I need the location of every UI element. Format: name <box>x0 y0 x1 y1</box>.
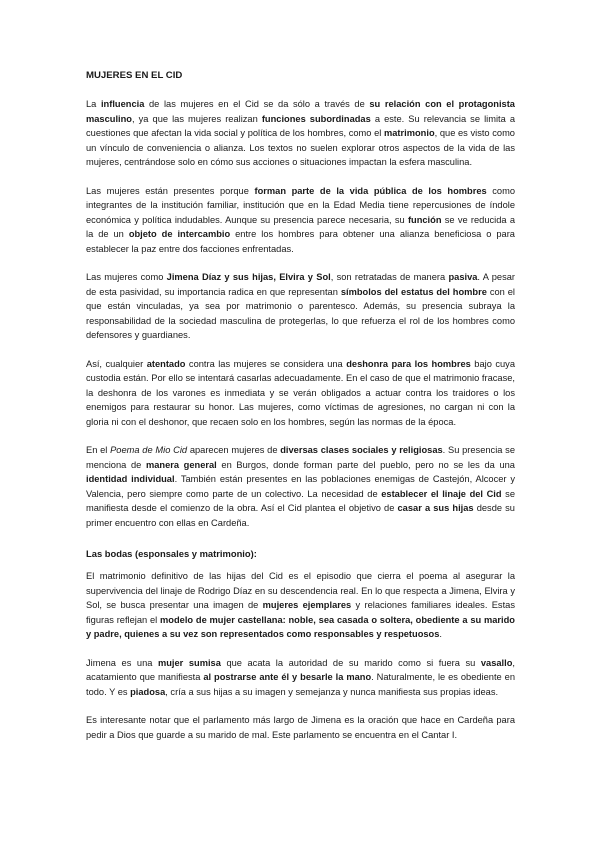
p7-run: que acata la autoridad de su marido como si fuera su <box>220 657 481 668</box>
p4-run: contra las mujeres se considera una <box>185 358 347 369</box>
paragraph-7 <box>86 656 515 700</box>
p7-run: Jimena es una <box>86 657 158 668</box>
section-subtitle: Las bodas (esponsales y matrimonio): <box>86 548 257 559</box>
p5-run: En el <box>86 445 111 455</box>
p1-run: a este. Su relevancia se limita a cuestiones que afectan la vida social y política de los hombres, como el <box>86 113 516 138</box>
p3-run: . A pesar de esta pasividad, su importancia radica en que representan <box>86 272 516 297</box>
p4-run: atentado <box>146 358 186 369</box>
p6-run: modelo de mujer castellana: noble, sea casada o soltera, obediente a su marido y padre, quienes a su vez son representados como responsables y respetuosos <box>86 614 515 639</box>
p7-run: vasallo <box>480 657 513 668</box>
paragraph-4 <box>86 357 515 430</box>
p6-run: El matrimonio definitivo de las hijas del Cid es el episodio que cierra el poema al asegurar la supervivencia del linaje de Rodrigo Díaz en su descendencia real. En lo que respecta a Jimena, Elvira y Sol, se busca presentar una imagen de <box>86 571 515 610</box>
p3-run: pasiva <box>448 272 478 282</box>
p2-run: objeto de intercambio <box>128 229 231 239</box>
document-title: MUJERES EN EL CID <box>86 70 183 81</box>
p6-run: y relaciones familiares ideales. Estas figuras reflejan el <box>86 600 515 625</box>
paragraph-6 <box>86 569 515 642</box>
p5-run: Poema de Mio Cid <box>110 445 188 455</box>
p2-run: Las mujeres están presentes porque <box>86 185 255 196</box>
p5-run: aparecen mujeres de <box>187 445 281 455</box>
p4-run: deshonra para los hombres <box>346 358 471 369</box>
p6-run: mujeres ejemplares <box>262 600 352 610</box>
paragraph-3 <box>86 270 515 343</box>
p3-run: Jimena Díaz y sus hijas, Elvira y Sol <box>166 272 331 282</box>
p3-run: Las mujeres como <box>86 272 167 282</box>
p1-run: La <box>86 99 101 109</box>
p5-run: diversas clases sociales y religiosas <box>280 445 443 455</box>
p6-run: . <box>439 629 443 639</box>
p7-run: , acatamiento que manifiesta <box>86 657 515 682</box>
paragraph-8 <box>86 713 515 742</box>
p5-run: . Su presencia se menciona de <box>86 445 515 470</box>
p3-run: , son retratadas de manera <box>330 272 449 282</box>
p2-run: forman parte de la vida pública de los hombres <box>254 185 487 196</box>
p2-run: se ve reducida a la de un <box>86 214 515 239</box>
p5-run: en Burgos, donde forman parte del pueblo, pero no se les da una <box>216 459 515 470</box>
p2-run: función <box>407 214 442 225</box>
p7-run: , cría a sus hijas a su imagen y semejanza y nunca manifiesta sus propias ideas. <box>165 686 499 697</box>
p1-run: , ya que las mujeres realizan <box>131 113 262 124</box>
p5-run: casar a sus hijas <box>397 503 474 513</box>
p4-run: Así, cualquier <box>86 358 147 369</box>
p7-run: mujer sumisa <box>157 657 221 668</box>
p1-run: funciones subordinadas <box>261 113 371 124</box>
p7-run: piadosa <box>130 686 166 697</box>
p4-run: bajo cuya custodia están. Por ello se intentará casarlas adecuadamente. En el caso de que el matrimonio fracase, la deshonra de los varones es inmediata y se verán obligados a actuar contra los traidores o los enemigos para restaurar su honor. Las mujeres, como víctimas de agresiones, no cargan ni con la gloria ni con el deshonor, que recaen solo en los hombres, según las normas de la época. <box>86 358 515 427</box>
p5-run: establecer el linaje del Cid <box>381 488 502 499</box>
p7-run: al postrarse ante él y besarle la mano <box>203 672 372 682</box>
p5-run: se manifiesta desde el comienzo de la obra. Así el Cid plantea el objetivo de <box>86 488 515 513</box>
p2-run: entre los hombres para obtener una alianza beneficiosa o para establecer la paz entre dos facciones enfrentadas. <box>86 229 515 254</box>
p5-run: identidad individual <box>86 474 175 484</box>
p1-run: influencia <box>100 99 145 109</box>
p5-run: desde su primer encuentro con ellas en Cardeña. <box>86 503 515 528</box>
p5-run: . También están presentes en las poblaciones enemigas de Castejón, Alcocer y Valencia, pero siempre como parte de un colectivo. La necesidad de <box>86 474 515 499</box>
p1-run: de las mujeres en el Cid se da sólo a través de <box>144 99 370 109</box>
p1-run: , que es visto como un vínculo de conveniencia o alianza. Los textos no suelen explorar otros aspectos de la vida de las mujeres, centrándose solo en cómo sus acciones o situaciones impactan la esfera masculina. <box>86 128 515 167</box>
p8-run: Es interesante notar que el parlamento más largo de Jimena es la oración que hace en Cardeña para pedir a Dios que guarde a su marido de mal. Este parlamento se encuentra en el Cantar I. <box>86 715 515 740</box>
paragraph-5 <box>86 443 515 530</box>
p1-run: su relación con el protagonista masculino <box>86 99 515 124</box>
p7-run: . Naturalmente, le es obediente en todo. Y es <box>86 672 515 697</box>
paragraph-1 <box>86 97 515 170</box>
p5-run: manera general <box>145 459 217 470</box>
p3-run: símbolos del estatus del hombre <box>340 286 487 297</box>
p2-run: como integrantes de la institución familiar, institución que en la Edad Media tiene repercusiones de índole económica y política indudables. Aunque su presencia parece necesaria, su <box>86 185 515 225</box>
paragraph-2 <box>86 184 515 257</box>
p1-run: matrimonio <box>384 128 435 138</box>
p3-run: con el que están vinculadas, ya sea por matrimonio o parentesco. Además, su presencia subraya la responsabilidad de la sociedad masculina de protegerlas, lo que refuerza el rol de los hombres como defensores y guardianes. <box>86 286 515 340</box>
